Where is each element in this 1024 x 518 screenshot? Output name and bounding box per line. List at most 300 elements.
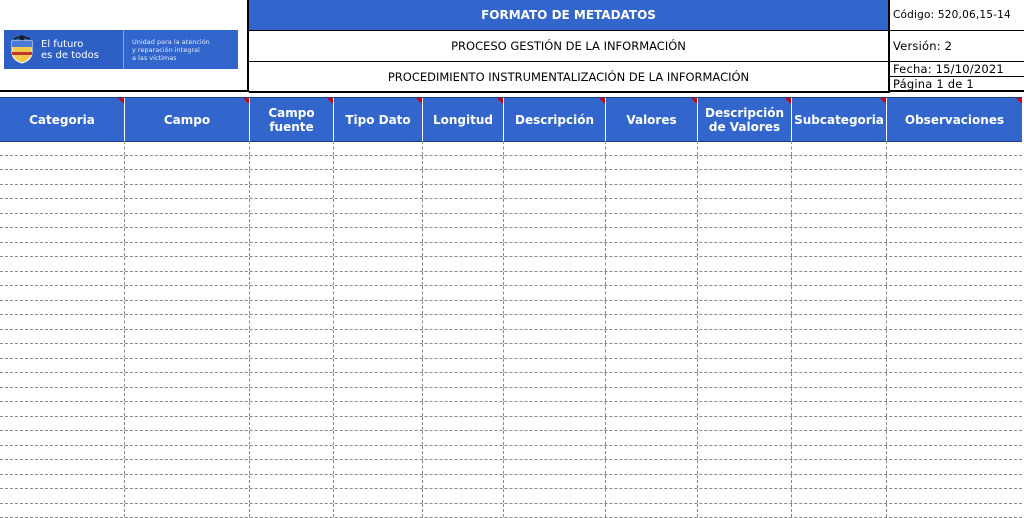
table-cell-campo-fuente[interactable] xyxy=(250,460,334,474)
logo-slogan-line1: El futuro xyxy=(41,38,84,50)
table-cell-descripcion[interactable] xyxy=(504,460,606,474)
table-cell-descripcion[interactable] xyxy=(504,199,606,213)
comment-marker-icon xyxy=(497,98,503,104)
table-cell-campo[interactable] xyxy=(125,185,250,199)
table-cell-descripcion-de-valores[interactable] xyxy=(698,315,792,329)
table-cell-campo[interactable] xyxy=(125,214,250,228)
column-header-campo-fuente[interactable]: Campo fuente xyxy=(250,98,334,141)
table-cell-observaciones[interactable] xyxy=(887,475,1022,489)
table-cell-observaciones[interactable] xyxy=(887,301,1022,315)
table-cell-categoria[interactable] xyxy=(0,373,125,387)
table-cell-longitud[interactable] xyxy=(423,446,504,460)
table-cell-longitud[interactable] xyxy=(423,431,504,445)
table-cell-campo-fuente[interactable] xyxy=(250,214,334,228)
table-cell-longitud[interactable] xyxy=(423,141,504,155)
table-cell-campo[interactable] xyxy=(125,243,250,257)
table-cell-subcategoria[interactable] xyxy=(792,417,887,431)
table-cell-descripcion[interactable] xyxy=(504,388,606,402)
table-row xyxy=(0,257,1022,272)
table-cell-categoria[interactable] xyxy=(0,388,125,402)
table-cell-campo[interactable] xyxy=(125,141,250,155)
table-cell-observaciones[interactable] xyxy=(887,257,1022,271)
table-cell-descripcion[interactable] xyxy=(504,257,606,271)
column-header-campo[interactable]: Campo xyxy=(125,98,250,141)
document-title: FORMATO DE METADATOS xyxy=(249,0,888,31)
table-cell-categoria[interactable] xyxy=(0,402,125,416)
table-cell-observaciones[interactable] xyxy=(887,199,1022,213)
table-cell-campo-fuente[interactable] xyxy=(250,315,334,329)
table-cell-subcategoria[interactable] xyxy=(792,170,887,184)
comment-marker-icon xyxy=(243,98,249,104)
table-cell-campo[interactable] xyxy=(125,286,250,300)
table-cell-tipo-dato[interactable] xyxy=(334,504,423,518)
table-cell-subcategoria[interactable] xyxy=(792,141,887,155)
table-cell-campo-fuente[interactable] xyxy=(250,504,334,518)
table-cell-observaciones[interactable] xyxy=(887,156,1022,170)
table-cell-valores[interactable] xyxy=(606,156,698,170)
table-cell-categoria[interactable] xyxy=(0,185,125,199)
table-cell-tipo-dato[interactable] xyxy=(334,475,423,489)
table-cell-descripcion[interactable] xyxy=(504,301,606,315)
table-cell-longitud[interactable] xyxy=(423,272,504,286)
table-cell-observaciones[interactable] xyxy=(887,417,1022,431)
table-cell-campo-fuente[interactable] xyxy=(250,170,334,184)
table-cell-campo[interactable] xyxy=(125,402,250,416)
table-cell-descripcion[interactable] xyxy=(504,475,606,489)
table-cell-categoria[interactable] xyxy=(0,431,125,445)
table-cell-descripcion-de-valores[interactable] xyxy=(698,170,792,184)
table-cell-campo-fuente[interactable] xyxy=(250,417,334,431)
table-cell-categoria[interactable] xyxy=(0,315,125,329)
table-cell-descripcion-de-valores[interactable] xyxy=(698,330,792,344)
table-cell-descripcion[interactable] xyxy=(504,156,606,170)
table-cell-descripcion-de-valores[interactable] xyxy=(698,214,792,228)
table-cell-valores[interactable] xyxy=(606,185,698,199)
comment-marker-icon xyxy=(1016,98,1022,104)
table-cell-descripcion-de-valores[interactable] xyxy=(698,141,792,155)
table-cell-longitud[interactable] xyxy=(423,504,504,518)
table-cell-descripcion[interactable] xyxy=(504,344,606,358)
table-cell-campo-fuente[interactable] xyxy=(250,185,334,199)
table-cell-tipo-dato[interactable] xyxy=(334,344,423,358)
table-cell-descripcion-de-valores[interactable] xyxy=(698,504,792,518)
table-cell-tipo-dato[interactable] xyxy=(334,185,423,199)
table-cell-subcategoria[interactable] xyxy=(792,315,887,329)
table-cell-descripcion[interactable] xyxy=(504,141,606,155)
table-cell-descripcion-de-valores[interactable] xyxy=(698,402,792,416)
table-cell-campo-fuente[interactable] xyxy=(250,446,334,460)
table-cell-campo[interactable] xyxy=(125,388,250,402)
table-cell-subcategoria[interactable] xyxy=(792,243,887,257)
table-cell-categoria[interactable] xyxy=(0,359,125,373)
table-cell-descripcion[interactable] xyxy=(504,243,606,257)
table-cell-longitud[interactable] xyxy=(423,417,504,431)
table-cell-longitud[interactable] xyxy=(423,185,504,199)
table-cell-categoria[interactable] xyxy=(0,286,125,300)
table-cell-subcategoria[interactable] xyxy=(792,344,887,358)
table-cell-campo[interactable] xyxy=(125,330,250,344)
table-cell-descripcion-de-valores[interactable] xyxy=(698,301,792,315)
table-cell-tipo-dato[interactable] xyxy=(334,446,423,460)
colombia-coat-of-arms-icon xyxy=(9,35,35,65)
table-cell-tipo-dato[interactable] xyxy=(334,417,423,431)
table-cell-descripcion[interactable] xyxy=(504,315,606,329)
table-cell-descripcion[interactable] xyxy=(504,214,606,228)
table-cell-descripcion[interactable] xyxy=(504,286,606,300)
table-cell-observaciones[interactable] xyxy=(887,359,1022,373)
table-cell-valores[interactable] xyxy=(606,388,698,402)
table-cell-campo-fuente[interactable] xyxy=(250,388,334,402)
table-cell-categoria[interactable] xyxy=(0,141,125,155)
table-cell-categoria[interactable] xyxy=(0,446,125,460)
table-cell-descripcion-de-valores[interactable] xyxy=(698,185,792,199)
table-row xyxy=(0,185,1022,200)
table-cell-campo-fuente[interactable] xyxy=(250,199,334,213)
table-cell-valores[interactable] xyxy=(606,446,698,460)
table-cell-tipo-dato[interactable] xyxy=(334,373,423,387)
column-header-categoria[interactable]: Categoria xyxy=(0,98,125,141)
table-cell-categoria[interactable] xyxy=(0,199,125,213)
table-cell-observaciones[interactable] xyxy=(887,141,1022,155)
table-cell-observaciones[interactable] xyxy=(887,489,1022,503)
table-cell-subcategoria[interactable] xyxy=(792,402,887,416)
table-cell-subcategoria[interactable] xyxy=(792,156,887,170)
table-cell-tipo-dato[interactable] xyxy=(334,214,423,228)
table-cell-descripcion-de-valores[interactable] xyxy=(698,286,792,300)
table-cell-descripcion-de-valores[interactable] xyxy=(698,489,792,503)
table-cell-valores[interactable] xyxy=(606,257,698,271)
table-cell-tipo-dato[interactable] xyxy=(334,359,423,373)
table-cell-campo-fuente[interactable] xyxy=(250,272,334,286)
table-cell-descripcion[interactable] xyxy=(504,504,606,518)
table-cell-longitud[interactable] xyxy=(423,156,504,170)
table-row xyxy=(0,431,1022,446)
table-cell-campo[interactable] xyxy=(125,156,250,170)
table-cell-tipo-dato[interactable] xyxy=(334,431,423,445)
table-cell-descripcion-de-valores[interactable] xyxy=(698,460,792,474)
table-cell-longitud[interactable] xyxy=(423,214,504,228)
table-cell-valores[interactable] xyxy=(606,214,698,228)
table-cell-observaciones[interactable] xyxy=(887,373,1022,387)
table-cell-descripcion-de-valores[interactable] xyxy=(698,199,792,213)
table-cell-observaciones[interactable] xyxy=(887,185,1022,199)
table-cell-descripcion[interactable] xyxy=(504,417,606,431)
table-cell-observaciones[interactable] xyxy=(887,431,1022,445)
table-cell-campo[interactable] xyxy=(125,199,250,213)
table-cell-tipo-dato[interactable] xyxy=(334,402,423,416)
table-row xyxy=(0,417,1022,432)
table-cell-categoria[interactable] xyxy=(0,214,125,228)
table-cell-longitud[interactable] xyxy=(423,475,504,489)
table-row xyxy=(0,330,1022,345)
column-header-tipo-dato[interactable]: Tipo Dato xyxy=(334,98,423,141)
table-row xyxy=(0,344,1022,359)
table-cell-valores[interactable] xyxy=(606,417,698,431)
table-cell-descripcion[interactable] xyxy=(504,489,606,503)
table-cell-descripcion[interactable] xyxy=(504,170,606,184)
table-cell-campo-fuente[interactable] xyxy=(250,141,334,155)
table-cell-longitud[interactable] xyxy=(423,388,504,402)
table-cell-campo-fuente[interactable] xyxy=(250,286,334,300)
table-cell-campo-fuente[interactable] xyxy=(250,359,334,373)
table-cell-campo[interactable] xyxy=(125,417,250,431)
table-cell-descripcion[interactable] xyxy=(504,431,606,445)
document-control-info xyxy=(888,0,1024,93)
column-header-descripcion[interactable]: Descripción xyxy=(504,98,606,141)
table-cell-valores[interactable] xyxy=(606,460,698,474)
column-header-longitud[interactable]: Longitud xyxy=(423,98,504,141)
table-cell-subcategoria[interactable] xyxy=(792,301,887,315)
table-cell-longitud[interactable] xyxy=(423,199,504,213)
table-cell-observaciones[interactable] xyxy=(887,228,1022,242)
metadata-table xyxy=(0,97,1024,518)
table-cell-campo-fuente[interactable] xyxy=(250,156,334,170)
comment-marker-icon xyxy=(416,98,422,104)
table-cell-valores[interactable] xyxy=(606,489,698,503)
table-cell-descripcion-de-valores[interactable] xyxy=(698,388,792,402)
table-cell-observaciones[interactable] xyxy=(887,170,1022,184)
table-cell-campo[interactable] xyxy=(125,301,250,315)
table-cell-descripcion[interactable] xyxy=(504,373,606,387)
table-cell-campo[interactable] xyxy=(125,228,250,242)
table-cell-observaciones[interactable] xyxy=(887,272,1022,286)
table-cell-longitud[interactable] xyxy=(423,402,504,416)
table-cell-subcategoria[interactable] xyxy=(792,489,887,503)
table-cell-campo-fuente[interactable] xyxy=(250,402,334,416)
table-cell-longitud[interactable] xyxy=(423,286,504,300)
table-cell-campo-fuente[interactable] xyxy=(250,489,334,503)
table-cell-campo[interactable] xyxy=(125,431,250,445)
table-cell-subcategoria[interactable] xyxy=(792,431,887,445)
table-cell-valores[interactable] xyxy=(606,431,698,445)
table-cell-tipo-dato[interactable] xyxy=(334,243,423,257)
table-cell-longitud[interactable] xyxy=(423,170,504,184)
table-cell-campo[interactable] xyxy=(125,344,250,358)
table-cell-campo[interactable] xyxy=(125,359,250,373)
table-cell-valores[interactable] xyxy=(606,402,698,416)
table-cell-tipo-dato[interactable] xyxy=(334,286,423,300)
table-cell-descripcion-de-valores[interactable] xyxy=(698,257,792,271)
table-cell-campo[interactable] xyxy=(125,489,250,503)
table-cell-observaciones[interactable] xyxy=(887,330,1022,344)
table-cell-subcategoria[interactable] xyxy=(792,214,887,228)
table-cell-valores[interactable] xyxy=(606,359,698,373)
table-cell-observaciones[interactable] xyxy=(887,344,1022,358)
table-cell-descripcion[interactable] xyxy=(504,330,606,344)
table-row xyxy=(0,141,1022,156)
table-cell-tipo-dato[interactable] xyxy=(334,141,423,155)
table-row xyxy=(0,475,1022,490)
table-cell-longitud[interactable] xyxy=(423,243,504,257)
table-cell-descripcion-de-valores[interactable] xyxy=(698,272,792,286)
table-cell-tipo-dato[interactable] xyxy=(334,489,423,503)
table-cell-longitud[interactable] xyxy=(423,330,504,344)
logo-cell xyxy=(0,0,249,92)
comment-marker-icon xyxy=(327,98,333,104)
table-cell-descripcion-de-valores[interactable] xyxy=(698,156,792,170)
table-cell-descripcion-de-valores[interactable] xyxy=(698,475,792,489)
table-cell-subcategoria[interactable] xyxy=(792,373,887,387)
table-cell-observaciones[interactable] xyxy=(887,315,1022,329)
table-cell-descripcion[interactable] xyxy=(504,272,606,286)
table-cell-tipo-dato[interactable] xyxy=(334,330,423,344)
table-cell-valores[interactable] xyxy=(606,272,698,286)
column-header-valores[interactable]: Valores xyxy=(606,98,698,141)
table-cell-categoria[interactable] xyxy=(0,272,125,286)
table-row xyxy=(0,402,1022,417)
table-cell-subcategoria[interactable] xyxy=(792,504,887,518)
table-row xyxy=(0,214,1022,229)
table-cell-campo-fuente[interactable] xyxy=(250,330,334,344)
table-cell-longitud[interactable] xyxy=(423,228,504,242)
table-cell-descripcion-de-valores[interactable] xyxy=(698,417,792,431)
table-cell-descripcion-de-valores[interactable] xyxy=(698,446,792,460)
table-cell-subcategoria[interactable] xyxy=(792,330,887,344)
table-cell-descripcion-de-valores[interactable] xyxy=(698,359,792,373)
table-cell-subcategoria[interactable] xyxy=(792,475,887,489)
table-cell-descripcion[interactable] xyxy=(504,359,606,373)
table-cell-campo[interactable] xyxy=(125,170,250,184)
table-cell-campo-fuente[interactable] xyxy=(250,344,334,358)
logo-entity-line1: Unidad para la atención xyxy=(132,37,210,46)
table-cell-campo-fuente[interactable] xyxy=(250,301,334,315)
table-cell-descripcion[interactable] xyxy=(504,185,606,199)
table-cell-campo[interactable] xyxy=(125,315,250,329)
table-cell-campo-fuente[interactable] xyxy=(250,373,334,387)
table-cell-categoria[interactable] xyxy=(0,228,125,242)
table-cell-subcategoria[interactable] xyxy=(792,272,887,286)
table-cell-valores[interactable] xyxy=(606,344,698,358)
table-cell-categoria[interactable] xyxy=(0,257,125,271)
table-cell-campo[interactable] xyxy=(125,257,250,271)
table-cell-tipo-dato[interactable] xyxy=(334,228,423,242)
table-cell-categoria[interactable] xyxy=(0,344,125,358)
table-cell-descripcion[interactable] xyxy=(504,402,606,416)
table-cell-descripcion[interactable] xyxy=(504,446,606,460)
table-cell-observaciones[interactable] xyxy=(887,402,1022,416)
table-cell-longitud[interactable] xyxy=(423,315,504,329)
table-cell-categoria[interactable] xyxy=(0,489,125,503)
table-cell-observaciones[interactable] xyxy=(887,286,1022,300)
table-cell-longitud[interactable] xyxy=(423,301,504,315)
table-cell-valores[interactable] xyxy=(606,330,698,344)
table-cell-observaciones[interactable] xyxy=(887,388,1022,402)
table-cell-subcategoria[interactable] xyxy=(792,460,887,474)
table-cell-longitud[interactable] xyxy=(423,344,504,358)
table-cell-subcategoria[interactable] xyxy=(792,257,887,271)
table-cell-campo[interactable] xyxy=(125,475,250,489)
comment-marker-icon xyxy=(880,98,886,104)
document-code: Código: 520,06,15-14 xyxy=(890,0,1024,31)
table-cell-categoria[interactable] xyxy=(0,156,125,170)
table-cell-campo[interactable] xyxy=(125,272,250,286)
table-cell-subcategoria[interactable] xyxy=(792,199,887,213)
table-cell-valores[interactable] xyxy=(606,315,698,329)
process-name: PROCESO GESTIÓN DE LA INFORMACIÓN xyxy=(249,31,888,62)
table-cell-campo-fuente[interactable] xyxy=(250,243,334,257)
table-cell-valores[interactable] xyxy=(606,228,698,242)
table-cell-campo-fuente[interactable] xyxy=(250,257,334,271)
table-cell-observaciones[interactable] xyxy=(887,214,1022,228)
table-cell-descripcion-de-valores[interactable] xyxy=(698,373,792,387)
table-cell-categoria[interactable] xyxy=(0,417,125,431)
table-cell-categoria[interactable] xyxy=(0,170,125,184)
table-cell-subcategoria[interactable] xyxy=(792,228,887,242)
table-cell-subcategoria[interactable] xyxy=(792,446,887,460)
table-cell-categoria[interactable] xyxy=(0,330,125,344)
table-cell-campo[interactable] xyxy=(125,460,250,474)
column-header-descripcion-de-valores[interactable]: Descripción de Valores xyxy=(698,98,792,141)
table-cell-campo[interactable] xyxy=(125,373,250,387)
table-row xyxy=(0,228,1022,243)
table-row xyxy=(0,243,1022,258)
comment-marker-icon xyxy=(599,98,605,104)
table-cell-campo-fuente[interactable] xyxy=(250,228,334,242)
table-cell-descripcion[interactable] xyxy=(504,228,606,242)
table-cell-longitud[interactable] xyxy=(423,359,504,373)
table-cell-descripcion-de-valores[interactable] xyxy=(698,431,792,445)
table-cell-descripcion-de-valores[interactable] xyxy=(698,243,792,257)
table-cell-campo[interactable] xyxy=(125,504,250,518)
table-cell-tipo-dato[interactable] xyxy=(334,315,423,329)
table-cell-valores[interactable] xyxy=(606,243,698,257)
table-cell-observaciones[interactable] xyxy=(887,460,1022,474)
table-cell-observaciones[interactable] xyxy=(887,446,1022,460)
table-cell-tipo-dato[interactable] xyxy=(334,257,423,271)
column-header-observaciones[interactable]: Observaciones xyxy=(887,98,1022,141)
table-cell-valores[interactable] xyxy=(606,504,698,518)
table-cell-subcategoria[interactable] xyxy=(792,286,887,300)
table-cell-subcategoria[interactable] xyxy=(792,359,887,373)
table-cell-tipo-dato[interactable] xyxy=(334,460,423,474)
table-cell-observaciones[interactable] xyxy=(887,243,1022,257)
table-cell-subcategoria[interactable] xyxy=(792,388,887,402)
table-cell-categoria[interactable] xyxy=(0,504,125,518)
table-cell-tipo-dato[interactable] xyxy=(334,170,423,184)
table-cell-tipo-dato[interactable] xyxy=(334,301,423,315)
table-cell-longitud[interactable] xyxy=(423,489,504,503)
table-cell-subcategoria[interactable] xyxy=(792,185,887,199)
column-header-subcategoria[interactable]: Subcategoria xyxy=(792,98,887,141)
table-cell-valores[interactable] xyxy=(606,286,698,300)
table-cell-categoria[interactable] xyxy=(0,460,125,474)
logo-slogan-line2: es de todos xyxy=(41,49,99,61)
table-cell-longitud[interactable] xyxy=(423,373,504,387)
table-cell-campo-fuente[interactable] xyxy=(250,475,334,489)
table-cell-observaciones[interactable] xyxy=(887,504,1022,518)
table-cell-tipo-dato[interactable] xyxy=(334,156,423,170)
table-cell-valores[interactable] xyxy=(606,373,698,387)
table-cell-valores[interactable] xyxy=(606,475,698,489)
table-cell-longitud[interactable] xyxy=(423,460,504,474)
table-cell-tipo-dato[interactable] xyxy=(334,199,423,213)
table-cell-categoria[interactable] xyxy=(0,301,125,315)
table-cell-campo[interactable] xyxy=(125,446,250,460)
table-cell-campo-fuente[interactable] xyxy=(250,431,334,445)
table-cell-descripcion-de-valores[interactable] xyxy=(698,344,792,358)
table-cell-tipo-dato[interactable] xyxy=(334,388,423,402)
table-cell-tipo-dato[interactable] xyxy=(334,272,423,286)
table-cell-categoria[interactable] xyxy=(0,475,125,489)
table-cell-valores[interactable] xyxy=(606,199,698,213)
table-cell-descripcion-de-valores[interactable] xyxy=(698,228,792,242)
table-cell-valores[interactable] xyxy=(606,141,698,155)
table-cell-valores[interactable] xyxy=(606,170,698,184)
table-cell-categoria[interactable] xyxy=(0,243,125,257)
table-cell-valores[interactable] xyxy=(606,301,698,315)
document-header xyxy=(0,0,1024,93)
table-cell-longitud[interactable] xyxy=(423,257,504,271)
